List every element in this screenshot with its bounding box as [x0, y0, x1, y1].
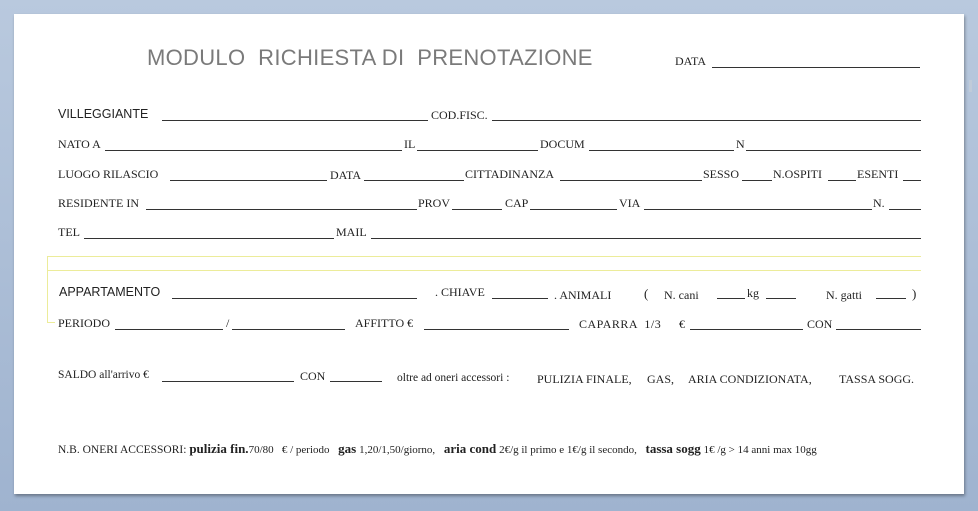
- n-civico-field[interactable]: [889, 209, 921, 210]
- form-title: MODULO RICHIESTA DI PRENOTAZIONE: [147, 45, 593, 70]
- appartamento-field[interactable]: [172, 298, 417, 299]
- n-civico-label: N.: [873, 196, 885, 210]
- note-pulizia-value: 70/80 € / periodo: [248, 444, 330, 456]
- date-field[interactable]: [712, 67, 920, 68]
- caparra-label: CAPARRA 1/3: [579, 317, 662, 331]
- mail-field[interactable]: [371, 238, 921, 239]
- tel-field[interactable]: [84, 238, 334, 239]
- esenti-field[interactable]: [903, 180, 921, 181]
- animali-label: . ANIMALI: [554, 288, 612, 302]
- codfisc-field[interactable]: [492, 120, 921, 121]
- caparra-field[interactable]: [690, 329, 803, 330]
- n-gatti-field[interactable]: [876, 298, 906, 299]
- villeggiante-label: VILLEGGIANTE: [58, 107, 149, 121]
- aria-condizionata-label: ARIA CONDIZIONATA,: [688, 372, 812, 386]
- oltre-label: oltre ad oneri accessori :: [397, 372, 510, 384]
- affitto-field[interactable]: [424, 329, 569, 330]
- il-label: IL: [404, 137, 416, 151]
- periodo-slash: /: [226, 316, 230, 330]
- affitto-label: AFFITTO €: [355, 316, 414, 330]
- chiave-label: . CHIAVE: [435, 285, 485, 299]
- note-aria-bold: aria cond: [443, 441, 497, 456]
- periodo-to-field[interactable]: [232, 329, 345, 330]
- appartamento-label: APPARTAMENTO: [59, 285, 161, 299]
- sesso-label: SESSO: [703, 167, 740, 181]
- docum-field[interactable]: [589, 150, 734, 151]
- n-ospiti-label: N.OSPITI: [773, 167, 823, 181]
- section-guide-upper: [47, 270, 921, 271]
- cittadinanza-field[interactable]: [560, 180, 702, 181]
- codfisc-label: COD.FISC.: [431, 108, 488, 122]
- gas-label: GAS,: [647, 372, 675, 386]
- note-gas-bold: gas: [338, 441, 357, 456]
- note-aria-value: 2€/g il primo e 1€/g il secondo,: [499, 444, 637, 456]
- docum-label: DOCUM: [540, 137, 585, 151]
- nato-a-field[interactable]: [105, 150, 402, 151]
- date-label: DATA: [675, 54, 707, 68]
- n-gatti-label: N. gatti: [826, 288, 862, 302]
- caparra-con-label: CON: [807, 317, 833, 331]
- data-rilascio-field[interactable]: [364, 180, 464, 181]
- close-paren: ): [912, 286, 917, 301]
- periodo-from-field[interactable]: [115, 329, 223, 330]
- residente-in-field[interactable]: [146, 209, 417, 210]
- section-guide-left: [47, 256, 48, 322]
- villeggiante-field[interactable]: [162, 120, 428, 121]
- chiave-field[interactable]: [492, 298, 548, 299]
- open-paren: (: [644, 286, 649, 301]
- caparra-euro: €: [679, 317, 685, 331]
- prov-field[interactable]: [452, 209, 502, 210]
- saldo-label: SALDO all'arrivo €: [58, 369, 149, 381]
- cap-field[interactable]: [530, 209, 617, 210]
- note-tassa-bold: tassa sogg: [645, 441, 701, 456]
- n-label: N: [736, 137, 745, 151]
- cittadinanza-label: CITTADINANZA: [465, 167, 555, 181]
- kg-label: kg: [747, 286, 759, 300]
- saldo-con-field[interactable]: [330, 381, 382, 382]
- oneri-note: [58, 441, 817, 457]
- section-guide-top: [47, 256, 921, 257]
- mail-label: MAIL: [336, 225, 367, 239]
- saldo-con-label: CON: [300, 369, 326, 383]
- note-pulizia-bold: pulizia fin.: [189, 441, 249, 456]
- section-guide-corner: [47, 322, 55, 323]
- n-cani-label: N. cani: [664, 288, 699, 302]
- note-gas-value: 1,20/1,50/giorno,: [359, 444, 436, 456]
- caparra-con-field[interactable]: [836, 329, 921, 330]
- data-rilascio-label: DATA: [330, 168, 362, 182]
- n-ospiti-field[interactable]: [828, 180, 856, 181]
- sesso-field[interactable]: [742, 180, 772, 181]
- nato-a-label: NATO A: [58, 137, 101, 151]
- tel-label: TEL: [58, 225, 80, 239]
- kg-field[interactable]: [766, 298, 796, 299]
- luogo-rilascio-label: LUOGO RILASCIO: [58, 167, 159, 181]
- n-field[interactable]: [746, 150, 921, 151]
- luogo-rilascio-field[interactable]: [170, 180, 327, 181]
- prov-label: PROV: [418, 196, 451, 210]
- tassa-sogg-label: TASSA SOGG.: [839, 372, 915, 386]
- note-prefix: N.B. ONERI ACCESSORI:: [58, 444, 187, 456]
- via-label: VIA: [619, 196, 641, 210]
- cap-label: CAP: [505, 196, 529, 210]
- document-page: [14, 14, 964, 494]
- scroll-marker: [969, 80, 972, 92]
- esenti-label: ESENTI: [857, 167, 899, 181]
- il-field[interactable]: [417, 150, 538, 151]
- note-tassa-value: 1€ /g > 14 anni max 10gg: [703, 444, 817, 456]
- saldo-field[interactable]: [162, 381, 294, 382]
- pulizia-finale-label: PULIZIA FINALE,: [537, 372, 632, 386]
- residente-in-label: RESIDENTE IN: [58, 196, 139, 210]
- periodo-label: PERIODO: [58, 316, 111, 330]
- n-cani-field[interactable]: [717, 298, 745, 299]
- via-field[interactable]: [644, 209, 872, 210]
